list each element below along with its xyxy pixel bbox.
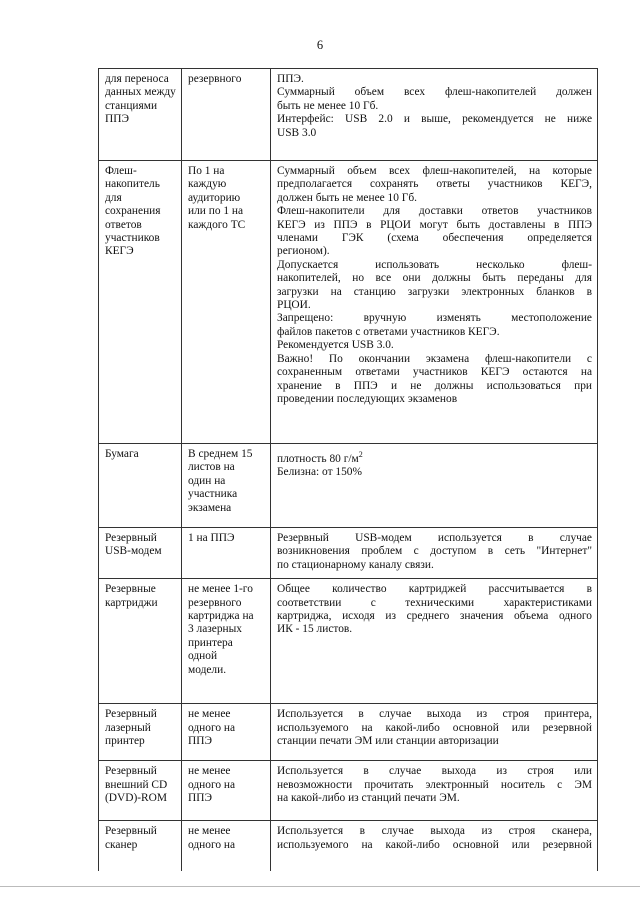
equipment-description-text: ППЭ.	[277, 73, 304, 85]
equipment-table-body	[99, 69, 598, 871]
equipment-quantity-line: каждую	[188, 178, 227, 191]
equipment-quantity-cell	[182, 161, 271, 444]
equipment-description-text: Белизна: от 150%	[277, 466, 362, 479]
equipment-name-line: Резервные	[105, 583, 156, 596]
equipment-description-line	[277, 245, 592, 258]
equipment-name-cell	[99, 579, 182, 704]
equipment-description-line	[277, 219, 592, 232]
equipment-description-text: Суммарный объем всех флеш-накопителей, на которые	[277, 165, 592, 177]
equipment-name-line: данных между	[105, 86, 176, 99]
equipment-description-cell	[271, 444, 598, 528]
equipment-name-line: картриджи	[105, 596, 158, 609]
equipment-description-line	[277, 205, 592, 218]
equipment-description-text: накопителей, но все они должны быть переданы для	[277, 272, 592, 285]
equipment-name-line: Флеш-	[105, 165, 137, 177]
equipment-description-line	[277, 259, 592, 272]
equipment-name-line: станциями	[105, 99, 158, 112]
equipment-description-text: плотность 80 г/м	[277, 452, 359, 465]
equipment-name-line: Резервный	[105, 532, 157, 544]
equipment-description-text: хранение в ППЭ и не должны использоваться при	[277, 379, 592, 392]
equipment-name-cell	[99, 161, 182, 444]
equipment-description-line	[277, 708, 592, 721]
equipment-description-line	[277, 597, 592, 610]
equipment-description-line	[277, 466, 592, 479]
equipment-name-line: сканер	[105, 838, 138, 851]
table-row	[99, 579, 598, 704]
equipment-description-text: РЦОИ.	[277, 299, 311, 312]
equipment-quantity-cell	[182, 704, 271, 761]
equipment-description-line	[277, 722, 592, 735]
equipment-quantity-cell	[182, 69, 271, 161]
equipment-quantity-line: листов на	[188, 461, 235, 474]
equipment-description-line	[277, 735, 592, 748]
equipment-quantity-line: одного на	[188, 838, 236, 851]
equipment-description-line	[277, 299, 592, 312]
equipment-name-line: участников	[105, 232, 160, 245]
equipment-name-line: Бумага	[105, 448, 139, 460]
equipment-description-text: КЕГЭ из ППЭ в РЦОИ могут быть доставлены в ППЭ	[277, 218, 592, 231]
equipment-quantity-line: резервного	[188, 73, 242, 85]
equipment-description-text: Флеш-накопители для доставки ответов участников	[277, 205, 592, 218]
equipment-description-text: на какой-либо из станций печати ЭМ.	[277, 792, 460, 805]
equipment-quantity-line: одного на	[188, 721, 236, 734]
equipment-name-line: лазерный	[105, 721, 151, 734]
equipment-description-line	[277, 272, 592, 285]
equipment-quantity-line: резервного	[188, 596, 242, 609]
equipment-description-text: используемого на какой-либо основной или резервной	[277, 838, 592, 851]
equipment-description-line	[277, 232, 592, 245]
table-row	[99, 444, 598, 528]
page-number: 6	[316, 38, 324, 52]
table-row	[99, 761, 598, 821]
equipment-name-cell	[99, 821, 182, 871]
equipment-quantity-line: принтера	[188, 636, 233, 649]
equipment-description-text: файлов пакетов с ответами участников КЕГЭ.	[277, 325, 500, 338]
table-row	[99, 704, 598, 761]
equipment-description-line	[277, 623, 592, 636]
equipment-name-cell	[99, 704, 182, 761]
equipment-quantity-cell	[182, 821, 271, 871]
equipment-quantity-line: не менее	[188, 765, 231, 778]
equipment-quantity-line: одного на	[188, 778, 236, 791]
table-row	[99, 69, 598, 161]
equipment-description-text: Используется в случае выхода из строя или	[277, 765, 592, 778]
equipment-description-line	[277, 73, 592, 86]
equipment-description-cell	[271, 821, 598, 871]
equipment-name-line: принтер	[105, 735, 145, 748]
equipment-description-text: Суммарный объем всех флеш-накопителей должен	[277, 86, 592, 99]
equipment-description-line	[277, 559, 592, 572]
equipment-description-text: Рекомендуется USB 3.0.	[277, 339, 394, 352]
equipment-description-text: станции печати ЭМ или станции авторизации	[277, 735, 499, 748]
equipment-description-line	[277, 765, 592, 778]
equipment-description-text: членами ГЭК (схема обеспечения определяется	[277, 232, 592, 245]
equipment-name-line: ответов	[105, 218, 142, 231]
equipment-name-line: (DVD)-ROM	[105, 792, 168, 805]
equipment-name-cell	[99, 444, 182, 528]
superscript: 2	[358, 450, 363, 459]
equipment-name-line: для переноса	[105, 73, 169, 85]
equipment-description-line	[277, 583, 592, 596]
equipment-description-line	[277, 448, 592, 466]
equipment-quantity-line: ППЭ	[188, 735, 212, 748]
equipment-description-text: картриджа, исходя из среднего значения объема одного	[277, 610, 592, 623]
equipment-name-line: Резервный	[105, 765, 157, 778]
equipment-description-text: предполагается сохранять ответы участников КЕГЭ,	[277, 178, 592, 191]
equipment-description-text: Резервный USB-модем используется в случае	[277, 532, 592, 544]
equipment-name-line: Резервный	[105, 708, 157, 721]
equipment-name-line: Резервный	[105, 825, 157, 838]
equipment-quantity-line: каждого ТС	[188, 218, 246, 231]
page-bottom-rule	[0, 886, 640, 887]
equipment-quantity-line: 3 лазерных	[188, 623, 242, 636]
equipment-quantity-line: аудиторию	[188, 191, 241, 204]
equipment-quantity-line: или по 1 на	[188, 205, 244, 218]
equipment-description-text: Используется в случае выхода из строя принтера,	[277, 708, 592, 721]
equipment-description-line	[277, 792, 592, 805]
equipment-name-line: USB-модем	[105, 545, 162, 558]
equipment-description-line	[277, 86, 592, 99]
equipment-quantity-cell	[182, 528, 271, 579]
equipment-name-line: КЕГЭ	[105, 245, 134, 258]
equipment-quantity-line: не менее	[188, 708, 231, 721]
equipment-quantity-line: один на	[188, 474, 226, 487]
equipment-description-text: USB 3.0	[277, 126, 317, 139]
table-row	[99, 161, 598, 444]
equipment-table	[98, 68, 598, 871]
equipment-description-line	[277, 100, 592, 113]
equipment-description-text: Запрещено: вручную изменять местоположение	[277, 312, 592, 325]
equipment-description-text: Общее количество картриджей рассчитывается в	[277, 583, 592, 596]
equipment-description-text: используемого на какой-либо основной или резервной	[277, 721, 592, 734]
equipment-description-line	[277, 779, 592, 792]
equipment-description-line	[277, 178, 592, 191]
equipment-description-line	[277, 113, 592, 126]
equipment-quantity-line: картриджа на	[188, 610, 254, 623]
equipment-description-cell	[271, 761, 598, 821]
equipment-quantity-line: участника	[188, 488, 238, 501]
equipment-description-line	[277, 366, 592, 379]
equipment-description-text: возникновения проблем с доступом в сеть "Интернет"	[277, 545, 592, 558]
equipment-quantity-line: не менее	[188, 825, 231, 838]
equipment-description-text: Важно! По окончании экзамена флеш-накопители с	[277, 352, 592, 365]
equipment-description-cell	[271, 704, 598, 761]
equipment-name-line: сохранения	[105, 205, 161, 218]
equipment-description-text: по стационарному каналу связи.	[277, 558, 434, 571]
equipment-description-line	[277, 339, 592, 352]
equipment-description-cell	[271, 579, 598, 704]
equipment-quantity-cell	[182, 579, 271, 704]
equipment-quantity-cell	[182, 761, 271, 821]
equipment-description-line	[277, 353, 592, 366]
equipment-quantity-line: экзамена	[188, 501, 232, 514]
equipment-description-line	[277, 192, 592, 205]
equipment-name-cell	[99, 528, 182, 579]
equipment-description-text: регионом).	[277, 245, 330, 258]
equipment-description-cell	[271, 69, 598, 161]
equipment-description-line	[277, 610, 592, 623]
equipment-description-text: Допускается использовать несколько флеш-	[277, 258, 592, 271]
equipment-quantity-line: По 1 на	[188, 165, 225, 177]
equipment-quantity-line: В среднем 15	[188, 448, 253, 460]
equipment-description-line	[277, 286, 592, 299]
equipment-quantity-cell	[182, 444, 271, 528]
equipment-name-line: внешний CD	[105, 778, 168, 791]
equipment-name-cell	[99, 761, 182, 821]
equipment-name-line: ППЭ	[105, 113, 129, 126]
equipment-description-text: Используется в случае выхода из строя сканера,	[277, 825, 592, 838]
equipment-description-text: невозможности прочитать электронный носитель с ЭМ	[277, 778, 592, 791]
equipment-description-text: быть не менее 10 Гб.	[277, 99, 379, 112]
equipment-description-text: проведении последующих экзаменов	[277, 392, 458, 405]
equipment-name-line: для	[105, 191, 122, 204]
equipment-description-line	[277, 127, 592, 140]
equipment-description-text: соответствии с техническими характеристиками	[277, 596, 592, 609]
equipment-description-cell	[271, 528, 598, 579]
equipment-quantity-line: одной	[188, 650, 218, 663]
equipment-description-line	[277, 326, 592, 339]
equipment-description-text: Интерфейс: USB 2.0 и выше, рекомендуется не ниже	[277, 113, 592, 126]
equipment-quantity-line: не менее 1-го	[188, 583, 253, 596]
table-row	[99, 821, 598, 871]
equipment-description-line	[277, 380, 592, 393]
equipment-description-line	[277, 165, 592, 178]
equipment-quantity-line: 1 на ППЭ	[188, 532, 235, 544]
equipment-description-text: ИК - 15 листов.	[277, 623, 353, 636]
equipment-description-text: загрузки на станцию загрузки электронных бланков в	[277, 285, 592, 298]
equipment-description-line	[277, 393, 592, 406]
equipment-description-line	[277, 312, 592, 325]
equipment-quantity-line: модели.	[188, 663, 227, 676]
equipment-description-line	[277, 839, 592, 852]
equipment-name-cell	[99, 69, 182, 161]
table-row	[99, 528, 598, 579]
equipment-name-line: накопитель	[105, 178, 160, 191]
equipment-description-line	[277, 545, 592, 558]
equipment-quantity-line: ППЭ	[188, 792, 212, 805]
equipment-description-text: должен быть не менее 10 Гб.	[277, 191, 417, 204]
equipment-description-line	[277, 532, 592, 545]
equipment-description-cell	[271, 161, 598, 444]
equipment-description-line	[277, 825, 592, 838]
equipment-description-text: сохраненным ответами участников КЕГЭ остаются на	[277, 366, 592, 379]
